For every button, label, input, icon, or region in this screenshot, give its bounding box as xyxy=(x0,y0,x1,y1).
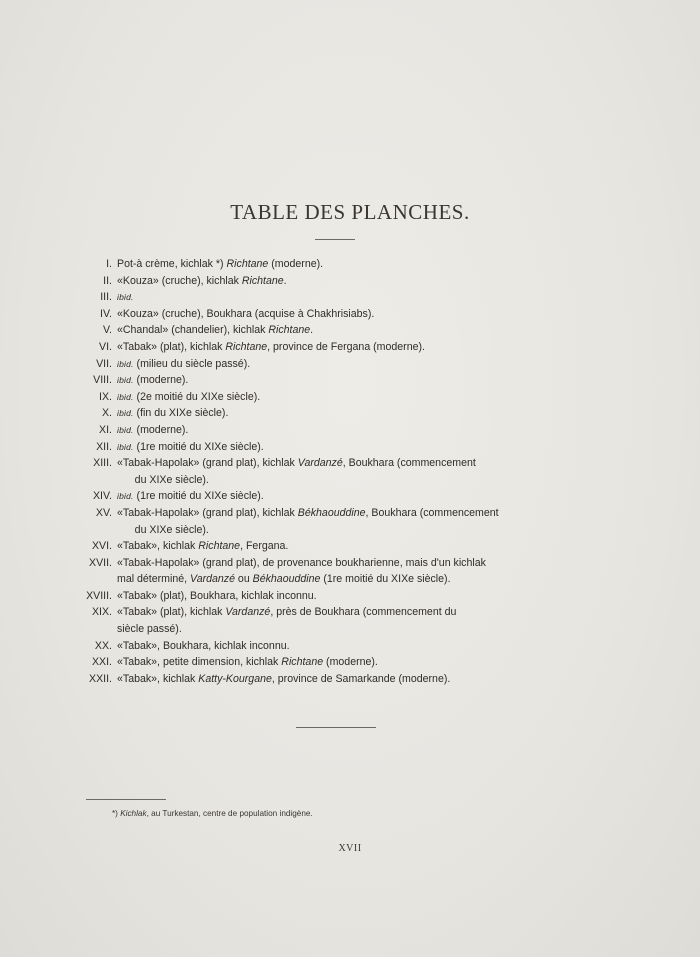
plate-number: XI. xyxy=(99,423,112,436)
list-item xyxy=(78,339,538,356)
list-item-continuation xyxy=(78,472,538,489)
plate-description: «Kouza» (cruche), Boukhara (acquise à Chakhrisiabs). xyxy=(117,307,375,320)
plate-description: ibid. (moderne). xyxy=(117,423,189,436)
list-item xyxy=(78,654,538,671)
plate-description: siècle passé). xyxy=(117,623,182,636)
plate-number: XXII. xyxy=(89,672,112,685)
list-item xyxy=(78,588,538,605)
plate-description: ibid. (1re moitié du XIXe siècle). xyxy=(117,440,264,453)
list-item xyxy=(78,405,538,422)
plate-description: «Tabak» (plat), kichlak Richtane, province de Fergana (moderne). xyxy=(117,340,425,353)
plate-number: V. xyxy=(102,324,112,337)
divider-top xyxy=(315,239,355,240)
list-item xyxy=(78,604,538,621)
plate-description: «Tabak», kichlak Richtane, Fergana. xyxy=(117,540,289,553)
footnote: *) Kichlak, au Turkestan, centre de population indigène. xyxy=(112,809,313,818)
plate-number: VIII. xyxy=(93,374,112,387)
page-number: XVII xyxy=(338,843,362,854)
list-item xyxy=(78,322,538,339)
plate-description: du XIXe siècle). xyxy=(134,473,209,486)
plate-description: du XIXe siècle). xyxy=(134,523,209,536)
plate-number: XV. xyxy=(95,506,112,519)
plate-number: I. xyxy=(106,258,112,270)
list-item xyxy=(78,306,538,323)
plate-description: ibid. (fin du XIXe siècle). xyxy=(117,407,229,420)
list-item xyxy=(78,488,538,505)
footnote-rule xyxy=(86,799,166,800)
list-item xyxy=(78,372,538,389)
list-item xyxy=(78,256,538,273)
plate-number: XXI. xyxy=(91,656,112,669)
list-item xyxy=(78,439,538,456)
plate-number: III. xyxy=(100,291,112,304)
plate-description: «Tabak-Hapolak» (grand plat), kichlak Békhaouddine, Boukhara (commencement xyxy=(117,506,499,519)
plate-description: «Kouza» (cruche), kichlak Richtane. xyxy=(117,274,287,287)
plate-number: VII. xyxy=(96,357,112,370)
list-item xyxy=(78,289,538,306)
list-item xyxy=(78,638,538,655)
list-item xyxy=(78,671,538,688)
plate-number: VI. xyxy=(99,340,112,353)
plate-number: XIV. xyxy=(92,490,112,503)
plate-number: X. xyxy=(101,407,112,420)
plate-number: IV. xyxy=(100,307,112,320)
plate-description: ibid. (moderne). xyxy=(117,374,189,387)
plate-description: «Chandal» (chandelier), kichlak Richtane. xyxy=(117,324,314,337)
plate-description: Pot-à crème, kichlak *) Richtane (moderne). xyxy=(117,258,324,270)
plates-list xyxy=(78,256,538,687)
plate-description: «Tabak», kichlak Katty-Kourgane, province de Samarkande (moderne). xyxy=(117,672,451,685)
list-item-continuation xyxy=(78,571,538,588)
plate-description: «Tabak-Hapolak» (grand plat), de provenance boukharienne, mais d'un kichlak xyxy=(117,556,486,569)
divider-end-of-list xyxy=(296,727,376,728)
plate-description: «Tabak» (plat), kichlak Vardanzé, près de Boukhara (commencement du xyxy=(117,606,457,619)
plate-description: ibid. (2e moitié du XIXe siècle). xyxy=(117,390,261,403)
plate-description: ibid. (milieu du siècle passé). xyxy=(117,357,251,370)
list-item-continuation xyxy=(78,621,538,638)
plate-number: XVII. xyxy=(89,556,112,569)
plate-description: ibid. xyxy=(117,292,134,303)
list-item xyxy=(78,455,538,472)
plate-number: IX. xyxy=(99,390,112,403)
plate-description: «Tabak», petite dimension, kichlak Richtane (moderne). xyxy=(117,656,378,669)
plate-description: mal déterminé, Vardanzé ou Békhaouddine (1re moitié du XIXe siècle). xyxy=(117,573,451,586)
plate-description: «Tabak-Hapolak» (grand plat), kichlak Vardanzé, Boukhara (commencement xyxy=(117,457,476,470)
list-item xyxy=(78,273,538,290)
plate-number: XVI. xyxy=(91,540,112,553)
list-item-continuation xyxy=(78,522,538,539)
plate-number: XX. xyxy=(94,639,112,652)
list-item xyxy=(78,389,538,406)
list-item xyxy=(78,422,538,439)
list-item xyxy=(78,538,538,555)
plate-number: XIX. xyxy=(91,606,112,619)
plate-description: ibid. (1re moitié du XIXe siècle). xyxy=(117,490,264,503)
page-title: TABLE DES PLANCHES. xyxy=(230,200,470,224)
plate-description: «Tabak», Boukhara, kichlak inconnu. xyxy=(117,639,290,652)
plate-number: XIII. xyxy=(93,457,112,470)
list-item xyxy=(78,555,538,572)
plate-number: XII. xyxy=(96,440,112,453)
list-item xyxy=(78,356,538,373)
list-item xyxy=(78,505,538,522)
plate-description: «Tabak» (plat), Boukhara, kichlak inconnu. xyxy=(117,589,317,602)
plate-number: XVIII. xyxy=(86,589,112,602)
plate-number: II. xyxy=(103,274,112,287)
